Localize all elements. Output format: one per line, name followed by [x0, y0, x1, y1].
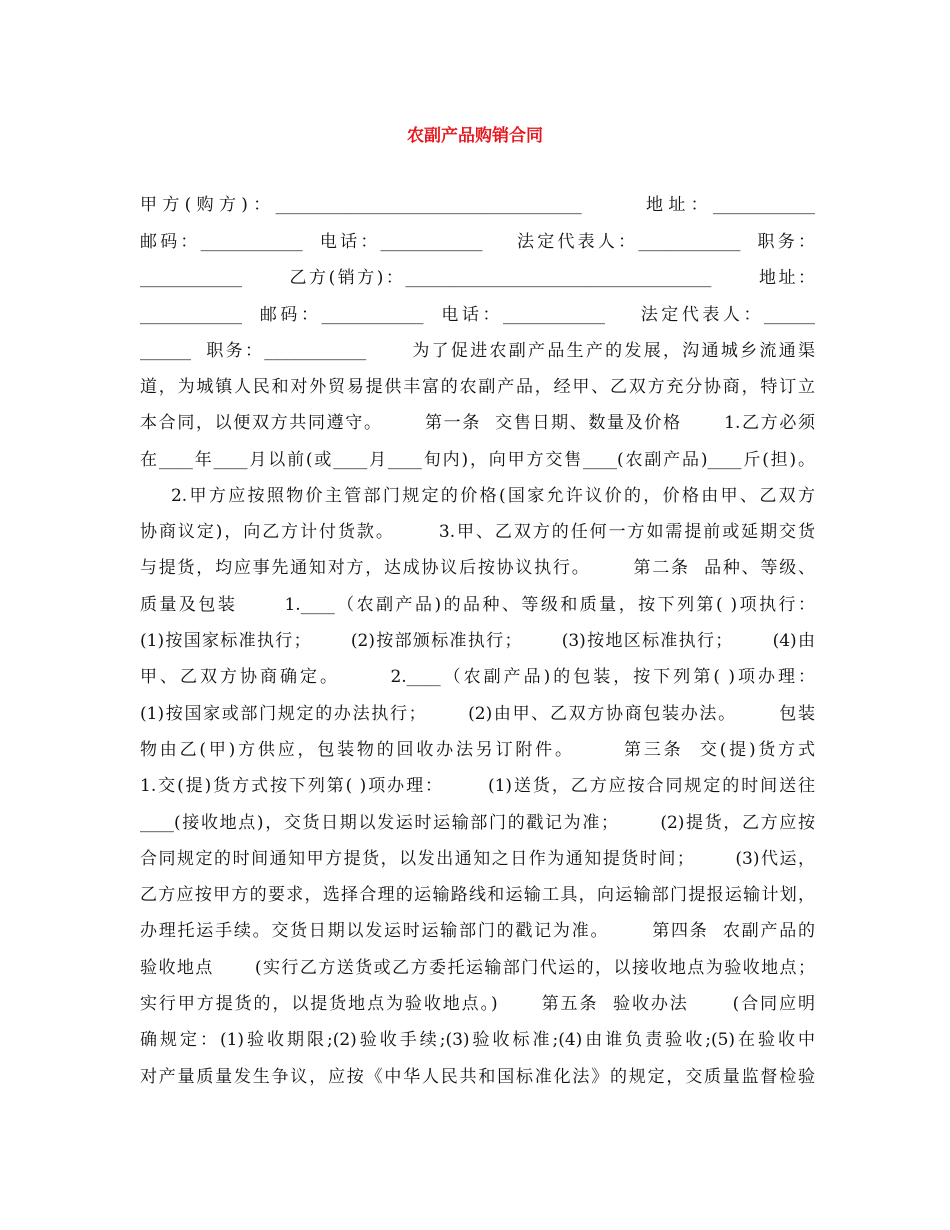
text-line: 实行甲方提货的，以提货地点为验收地点。) 第五条 验收办法 (合同应明 [140, 994, 815, 1014]
text-line: 确规定：(1)验收期限;(2)验收手续;(3)验收标准;(4)由谁负责验收;(5)在验收中 [140, 1030, 815, 1050]
text-line: 甲方(购方)：____________________________________ 地址：____________ [140, 195, 815, 215]
text-line: 质量及包装 1.____（农副产品)的品种、等级和质量，按下列第( )项执行： [140, 595, 815, 615]
text-line: ______ 职务：____________ 为了促进农副产品生产的发展，沟通城乡流通渠 [140, 341, 815, 361]
text-line: (1)按国家或部门规定的办法执行； (2)由甲、乙双方协商包装办法。 包装 [140, 704, 815, 724]
text-line: 协商议定)，向乙方计付货款。 3.甲、乙双方的任何一方如需提前或延期交货 [140, 522, 815, 542]
text-line: ____________ 乙方(销方)：____________________________________ 地址： [140, 268, 815, 288]
text-line: (1)按国家标准执行； (2)按部颁标准执行； (3)按地区标准执行； (4)由 [140, 631, 815, 651]
text-line: 与提货，均应事先通知对方，达成协议后按协议执行。 第二条 品种、等级、 [140, 558, 815, 578]
text-line: 邮码：____________ 电话：____________ 法定代表人：____________ 职务： [140, 232, 815, 252]
text-line: 2.甲方应按照物价主管部门规定的价格(国家允许议价的，价格由甲、乙双方 [140, 486, 815, 506]
document-title: 农副产品购销合同 [407, 126, 543, 146]
text-line: 对产量质量发生争议，应按《中华人民共和国标准化法》的规定，交质量监督检验 [140, 1067, 815, 1087]
text-line: 办理托运手续。交货日期以发运时运输部门的戳记为准。 第四条 农副产品的 [140, 921, 815, 941]
text-line: 在____年____月以前(或____月____旬内)，向甲方交售____(农副产品)____斤(担)。 [140, 450, 815, 470]
text-line: 甲、乙双方协商确定。 2.____（农副产品)的包装，按下列第( )项办理： [140, 667, 815, 687]
text-line: 道，为城镇人民和对外贸易提供丰富的农副产品，经甲、乙双方充分协商，特订立 [140, 377, 815, 397]
text-line: 验收地点 (实行乙方送货或乙方委托运输部门代运的，以接收地点为验收地点； [140, 958, 815, 978]
text-line: 物由乙(甲)方供应，包装物的回收办法另订附件。 第三条 交(提)货方式 [140, 740, 815, 760]
text-line: ____(接收地点)，交货日期以发运时运输部门的戳记为准； (2)提货，乙方应按 [140, 813, 815, 833]
text-line: 本合同，以便双方共同遵守。 第一条 交售日期、数量及价格 1.乙方必须 [140, 413, 815, 433]
text-line: 乙方应按甲方的要求，选择合理的运输路线和运输工具，向运输部门提报运输计划， [140, 885, 815, 905]
text-line: 1.交(提)货方式按下列第( )项办理： (1)送货，乙方应按合同规定的时间送往 [140, 776, 815, 796]
text-line: ____________ 邮码：____________ 电话：____________ 法定代表人：______ [140, 305, 815, 325]
text-line: 合同规定的时间通知甲方提货，以发出通知之日作为通知提货时间； (3)代运， [140, 849, 815, 869]
